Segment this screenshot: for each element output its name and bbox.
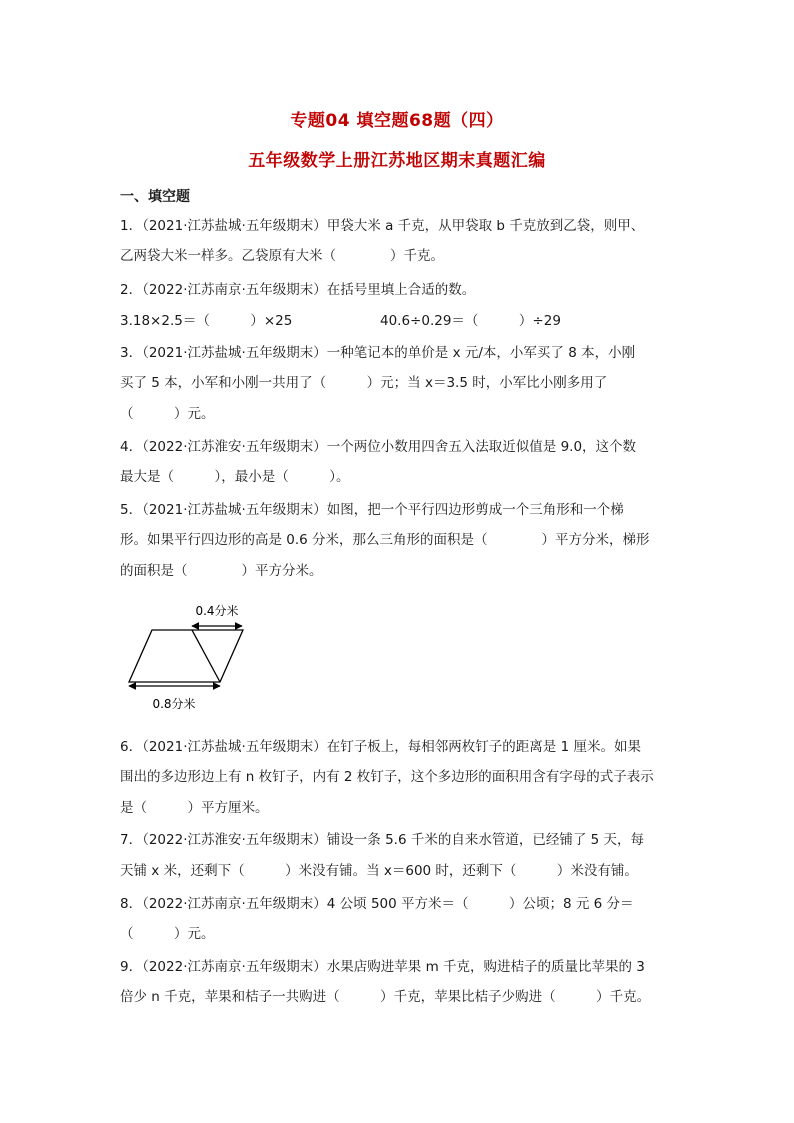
question-8-line-2: （ ）元。 [120,926,215,942]
question-6-line-1: 6．（2021·江苏盐城·五年级期末）在钉子板上，每相邻两枚钉子的距离是 1 厘米。如果 [120,739,641,755]
question-4-line-1: 4．（2022·江苏淮安·五年级期末）一个两位小数用四舍五入法取近似值是 9.0，这个数 [120,439,637,455]
question-9-line-1: 9．（2022·江苏南京·五年级期末）水果店购进苹果 m 千克，购进桔子的质量比苹果的 3 [120,959,645,975]
question-1-line-1: 1．（2021·江苏盐城·五年级期末）甲袋大米 a 千克，从甲袋取 b 千克放到乙袋，则甲、 [120,218,645,234]
question-5-line-1: 5．（2021·江苏盐城·五年级期末）如图，把一个平行四边形剪成一个三角形和一个梯 [120,502,624,518]
question-9-line-2: 倍少 n 千克，苹果和桔子一共购进（ ）千克，苹果比桔子少购进（ ）千克。 [120,989,651,1005]
question-6-line-3: 是（ ）平方厘米。 [120,800,269,816]
parallelogram-shape [129,630,243,682]
question-7-line-2: 天铺 x 米，还剩下（ ）米没有铺。当 x＝600 时，还剩下（ ）米没有铺。 [120,863,638,879]
question-3-line-2: 买了 5 本，小军和小刚一共用了（ ）元；当 x＝3.5 时，小军比小刚多用了 [120,375,608,391]
question-1-line-2: 乙两袋大米一样多。乙袋原有大米（ ）千克。 [120,248,444,264]
question-2-line-1: 2．（2022·江苏南京·五年级期末）在括号里填上合适的数。 [120,282,476,298]
question-3-line-1: 3．（2021·江苏盐城·五年级期末）一种笔记本的单价是 x 元/本，小军买了 8 本，小刚 [120,345,636,361]
question-5-line-2: 形。如果平行四边形的高是 0.6 分米，那么三角形的面积是（ ）平方分米，梯形 [120,532,650,548]
question-3-line-3: （ ）元。 [120,406,215,422]
section-heading: 一、填空题 [120,189,190,205]
top-dimension-label: 0.4分米 [195,604,239,618]
cut-line [192,630,220,682]
question-5-line-3: 的面积是（ ）平方分米。 [120,563,323,579]
question-2-expr-b: 40.6÷0.29＝（ ）÷29 [380,313,561,329]
question-7-line-1: 7．（2022·江苏淮安·五年级期末）铺设一条 5.6 千米的自来水管道，已经铺了 5 天，每 [120,832,645,848]
question-4-line-2: 最大是（ ），最小是（ ）。 [120,469,350,485]
bottom-dimension-label: 0.8分米 [152,697,196,711]
parallelogram-figure [124,598,264,716]
question-6-line-2: 围出的多边形边上有 n 枚钉子，内有 2 枚钉子，这个多边形的面积用含有字母的式子表示 [120,769,654,785]
question-2-expr-a: 3.18×2.5＝（ ）×25 [120,313,293,329]
document-title: 专题04 填空题68题（四） [290,111,504,131]
document-subtitle: 五年级数学上册江苏地区期末真题汇编 [248,151,546,171]
question-8-line-1: 8．（2022·江苏南京·五年级期末）4 公顷 500 平方米＝（ ）公顷；8 元 6 分＝ [120,896,634,912]
